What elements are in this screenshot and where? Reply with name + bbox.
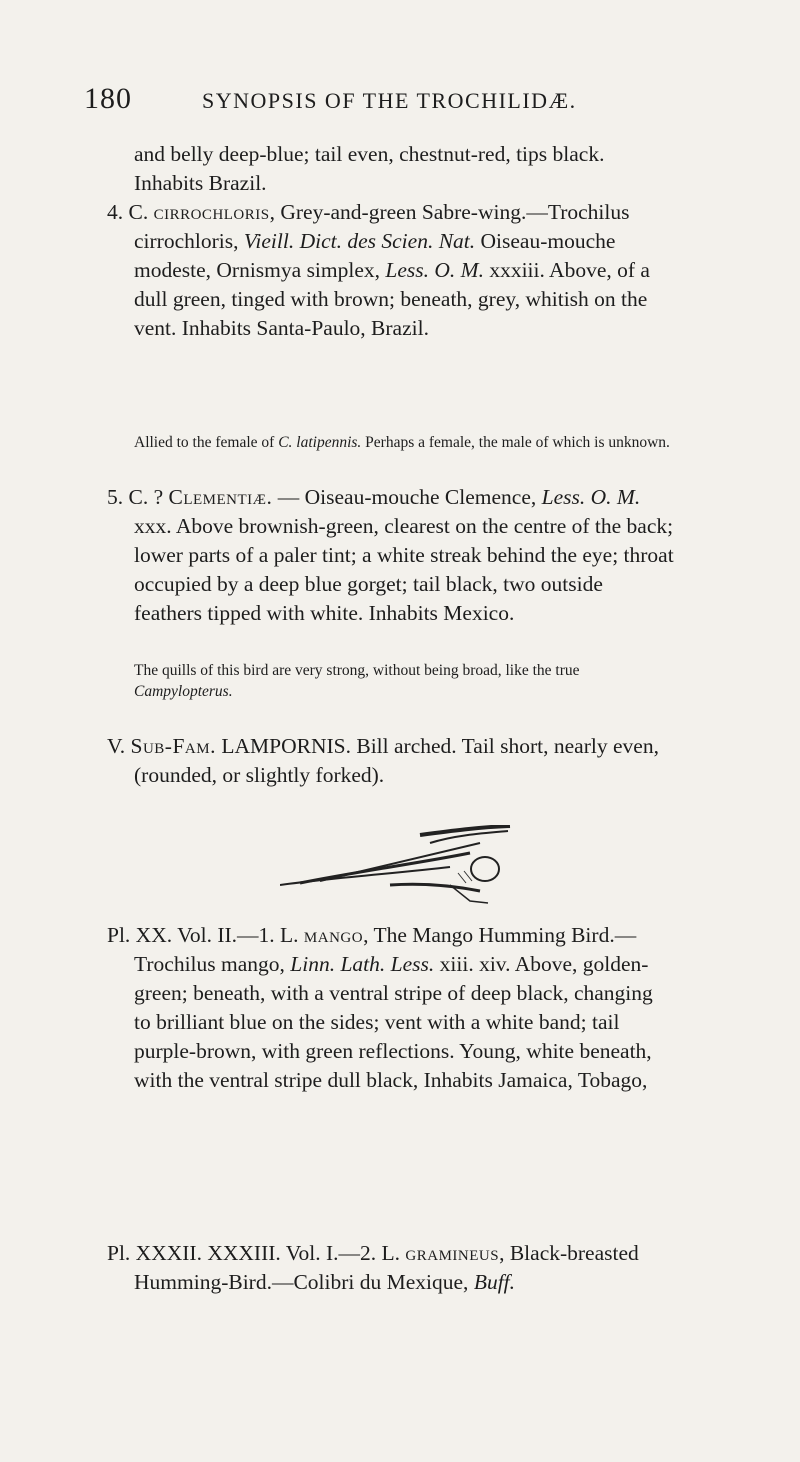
subfamily-name: LAMPORNIS. [221, 734, 351, 758]
entry-4-note: Allied to the female of C. latipennis. Perhaps a female, the male of which is unknown. [134, 434, 670, 451]
plate-1-reference: Pl. XX. Vol. II.—1. L. [107, 923, 299, 947]
plate-2-authority: Buff. [473, 1270, 516, 1294]
entry-4-reference-2: Less. O. M. [385, 258, 484, 282]
entry-4-species-name: cirrochloris [153, 200, 270, 224]
entry-5-note: The quills of this bird are very strong, without being broad, like the true Campylopterus. [134, 662, 580, 700]
page-number: 180 [84, 82, 132, 115]
entry-5-reference: Less. O. M. [541, 485, 641, 509]
continuation-text: and belly deep-blue; tail even, chestnut-red, tips black. Inhabits Brazil. [134, 142, 605, 195]
entry-5-species-name: Clementiæ. [168, 485, 273, 509]
plate-entry-1: Pl. XX. Vol. II.—1. L. mango, The Mango Humming Bird.—Trochilus mango, Linn. Lath. Less. xiii. xiv. Above, golden-green; beneath, with a ventral stripe of deep black, changing to brilliant blue on the sides; vent with a white band; tail purple-brown, with green reflections. Young, white beneath, with the ventral stripe dull black, Inhabits Jamaica, Tobago, [107, 923, 653, 1092]
subfamily-number: V. [107, 734, 126, 758]
plate-2-species-name: gramineus [405, 1241, 500, 1265]
hummingbird-vignette-icon [280, 825, 520, 905]
entry-4-text: 4. C. cirrochloris, Grey-and-green Sabre-wing.—Trochilus cirrochloris, Vieill. Dict. des Scien. Nat. Oiseau-mouche modeste, Ornismya simplex, Less. O. M. xxxiii. Above, of a dull green, tinged with brown; beneath, grey, whitish on the vent. Inhabits Santa-Paulo, Brazil. [107, 200, 650, 340]
entry-4 [107, 198, 674, 343]
entry-5-text: 5. C. ? Clementiæ. — Oiseau-mouche Clemence, Less. O. M. xxx. Above brownish-green, clearest on the centre of the back; lower parts of a paler tint; a white streak behind the eye; throat occupied by a deep blue gorget; tail black, two outside feathers tipped with white. Inhabits Mexico. [107, 485, 674, 625]
running-title: SYNOPSIS OF THE TROCHILIDÆ. [202, 88, 577, 113]
page-header [84, 82, 644, 122]
plate-1-species-name: mango [303, 923, 364, 947]
entry-5-number: 5. C. ? [107, 485, 164, 509]
continuation-paragraph [134, 140, 674, 198]
subfamily-label: Sub-Fam. [130, 734, 216, 758]
entry-4-reference: Vieill. Dict. des Scien. Nat. [243, 229, 476, 253]
plate-1-authorities: Linn. Lath. Less. [290, 952, 435, 976]
entry-4-number: 4. C. [107, 200, 149, 224]
plate-entry-2: Pl. XXXII. XXXIII. Vol. I.—2. L. gramineus, Black-breasted Humming-Bird.—Colibri du Mexique, Buff. [107, 1241, 639, 1294]
subfamily-description: Bill arched. Tail short, nearly even, (rounded, or slightly forked). [134, 734, 659, 787]
plate-2-reference: Pl. XXXII. XXXIII. Vol. I.—2. L. [107, 1241, 401, 1265]
subfamily-heading [107, 732, 674, 790]
entry-5 [107, 483, 674, 628]
